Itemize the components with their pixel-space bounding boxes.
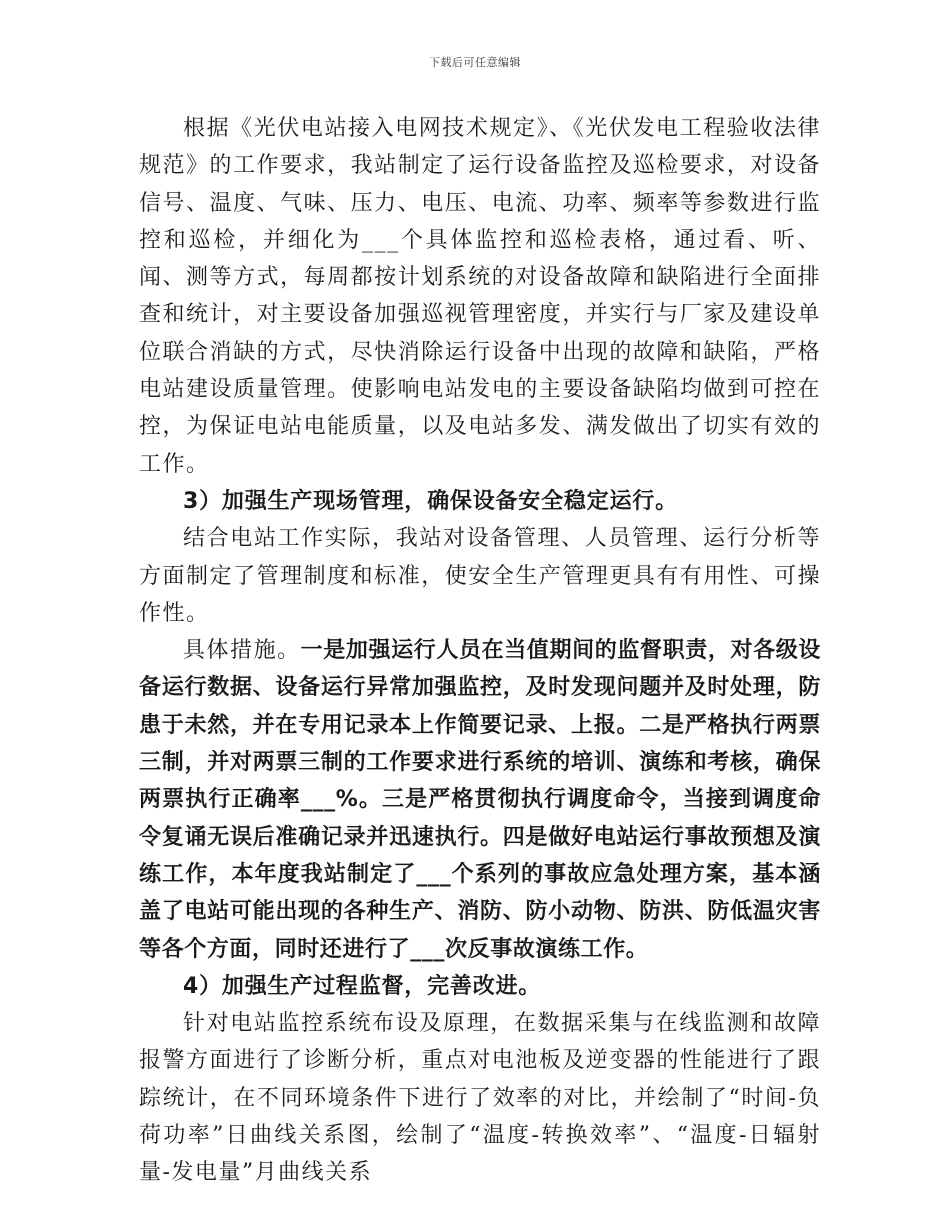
measures-lead-text: 具体措施。 xyxy=(183,638,301,664)
measures-bold-text: 一是加强运行人员在当值期间的监督职责，对各级设备运行数据、设备运行异常加强监控，及时发现问题并及时处理，防患于未然，并在专用记录本上作简要记录、上报。二是严格执行两票三制，并对两票三制的工作要求进行系统的培训、演练和考核，确保两票执行正确率___%。三是严格贯彻执行调度命令，当接到调度命令复诵无误后准确记录并迅速执行。四是做好电站运行事故预想及演练工作，本年度我站制定了___个系列的事故应急处理方案，基本涵盖了电站可能出现的各种生产、消防、防小动物、防洪、防低温灾害等各个方面，同时还进行了___次反事故演练工作。 xyxy=(139,638,821,962)
paragraph-supervision: 针对电站监控系统布设及原理，在数据采集与在线监测和故障报警方面进行了诊断分析，重点对电池板及逆变器的性能进行了跟踪统计，在不同环境条件下进行了效率的对比，并绘制了“时间-负荷功率”日曲线关系图，绘制了“温度-转换效率”、“温度-日辐射量-发电量”月曲线关系 xyxy=(139,1011,821,1186)
paragraph-management-system: 结合电站工作实际，我站对设备管理、人员管理、运行分析等方面制定了管理制度和标准，使安全生产管理更具有有用性、可操作性。 xyxy=(139,526,821,626)
section-heading-3: 3）加强生产现场管理，确保设备安全稳定运行。 xyxy=(183,488,678,514)
page-header-note: 下载后可任意编辑 xyxy=(429,56,521,69)
paragraph-monitoring: 根据《光伏电站接入电网技术规定》、《光伏发电工程验收法律规范》的工作要求，我站制定了运行设备监控及巡检要求，对设备信号、温度、气味、压力、电压、电流、功率、频率等参数进行监控和巡检，并细化为___个具体监控和巡检表格，通过看、听、闻、测等方式，每周都按计划系统的对设备故障和缺陷进行全面排查和统计，对主要设备加强巡视管理密度，并实行与厂家及建设单位联合消缺的方式，尽快消除运行设备中出现的故障和缺陷，严格电站建设质量管理。使影响电站发电的主要设备缺陷均做到可控在控，为保证电站电能质量，以及电站多发、满发做出了切实有效的工作。 xyxy=(139,116,821,477)
paragraph-specific-measures xyxy=(139,632,821,968)
section-heading-4: 4）加强生产过程监督，完善改进。 xyxy=(183,973,542,999)
document-body xyxy=(139,110,821,1192)
